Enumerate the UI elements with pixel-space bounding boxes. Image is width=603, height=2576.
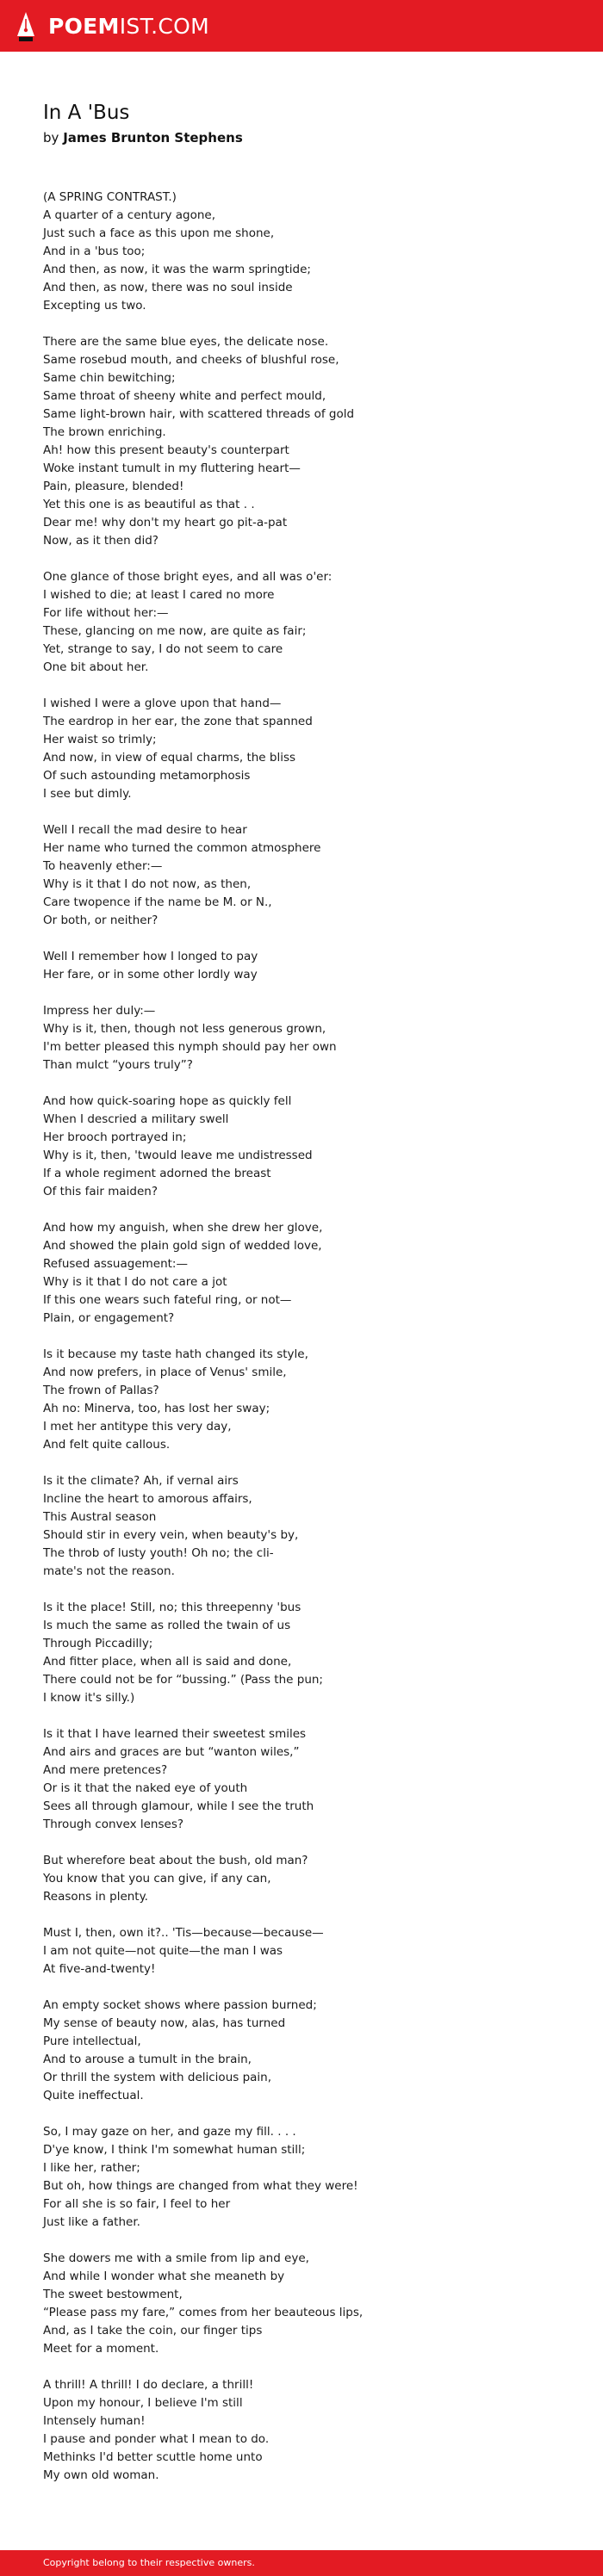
poem-line: And to arouse a tumult in the brain, xyxy=(43,2053,252,2066)
poem-line: And in a 'bus too; xyxy=(43,245,146,258)
poem-byline xyxy=(43,129,243,146)
poem-stanza xyxy=(43,821,577,930)
poem-line: Her brooch portrayed in; xyxy=(43,1130,187,1144)
poem-line: My sense of beauty now, alas, has turned xyxy=(43,2016,286,2030)
poem-line: For all she is so fair, I feel to her xyxy=(43,2197,231,2211)
poem-line: Pain, pleasure, blended! xyxy=(43,480,184,493)
poem-line: Sees all through glamour, while I see the truth xyxy=(43,1799,314,1813)
poem-line: And then, as now, it was the warm springtide; xyxy=(43,263,311,276)
poem-line: You know that you can give, if any can, xyxy=(43,1872,271,1886)
poem-line: Is it because my taste hath changed its style, xyxy=(43,1347,308,1361)
poem-line: Intensely human! xyxy=(43,2414,146,2428)
poem-line: Of such astounding metamorphosis xyxy=(43,769,251,783)
poem-line: Quite ineffectual. xyxy=(43,2089,144,2102)
poem-line: Just like a father. xyxy=(43,2215,140,2229)
poem-line: An empty socket shows where passion burned; xyxy=(43,1998,317,2012)
pen-nib-icon xyxy=(16,11,36,42)
poem-line: One bit about her. xyxy=(43,660,149,674)
byline-prefix: by xyxy=(43,130,59,146)
poem-line: Yet, strange to say, I do not seem to care xyxy=(43,642,283,656)
poem-line: My own old woman. xyxy=(43,2468,159,2482)
poem-line: Her waist so trimly; xyxy=(43,733,157,746)
poem-stanza xyxy=(43,695,577,803)
brand-light: IST.COM xyxy=(119,14,210,39)
poem-line: Through convex lenses? xyxy=(43,1817,184,1831)
poem-line: I know it's silly.) xyxy=(43,1691,135,1705)
poem-line: Reasons in plenty. xyxy=(43,1890,148,1904)
poem-stanza xyxy=(43,568,577,677)
poem-line: These, glancing on me now, are quite as fair; xyxy=(43,624,307,638)
poem-stanza xyxy=(43,2376,577,2485)
poem-line: And how quick-soaring hope as quickly fell xyxy=(43,1094,292,1108)
brand-strong: POEM xyxy=(48,14,120,39)
poem-line: Same chin bewitching; xyxy=(43,371,176,385)
poem-line: But wherefore beat about the bush, old man? xyxy=(43,1854,308,1867)
poem-stanza xyxy=(43,1472,577,1581)
poem-line: Her name who turned the common atmosphere xyxy=(43,841,321,855)
poem-line: Ah no: Minerva, too, has lost her sway; xyxy=(43,1402,270,1415)
poem-line: I like her, rather; xyxy=(43,2161,140,2175)
poem-stanza xyxy=(43,1852,577,1906)
poem-line: This Austral season xyxy=(43,1510,157,1524)
poem-stanza xyxy=(43,2123,577,2232)
poem-line: Methinks I'd better scuttle home unto xyxy=(43,2450,263,2464)
poem-author: James Brunton Stephens xyxy=(63,130,243,146)
poem-line: Through Piccadilly; xyxy=(43,1637,153,1650)
poem-line: I pause and ponder what I mean to do. xyxy=(43,2432,270,2446)
copyright-notice: Copyright belong to their respective owners. xyxy=(43,2557,255,2568)
poem-stanza xyxy=(43,948,577,984)
poem-line: And then, as now, there was no soul inside xyxy=(43,281,293,294)
poem-line: And, as I take the coin, our finger tips xyxy=(43,2324,263,2338)
poem-line: Excepting us two. xyxy=(43,299,146,313)
poem-line: Must I, then, own it?.. 'Tis—because—because— xyxy=(43,1926,324,1940)
poem-line: A quarter of a century agone, xyxy=(43,208,216,222)
poem-line: Same light-brown hair, with scattered threads of gold xyxy=(43,407,355,421)
poem-line: Than mulct “yours truly”? xyxy=(43,1058,193,1072)
poem-stanza xyxy=(43,189,577,315)
poem-line: Refused assuagement:— xyxy=(43,1257,188,1271)
poem-line: The eardrop in her ear, the zone that spanned xyxy=(43,715,313,728)
poem-stanza xyxy=(43,1599,577,1707)
poem-stanza xyxy=(43,1725,577,1834)
poem-line: Her fare, or in some other lordly way xyxy=(43,968,258,981)
poem-stanza xyxy=(43,1924,577,1978)
poem-line: Dear me! why don't my heart go pit-a-pat xyxy=(43,516,288,529)
poem-line: mate's not the reason. xyxy=(43,1564,175,1578)
poem-line: The brown enriching. xyxy=(43,425,166,439)
poem-stanza xyxy=(43,1093,577,1201)
poem-line: Or thrill the system with delicious pain, xyxy=(43,2071,272,2084)
poem-line: And showed the plain gold sign of wedded love, xyxy=(43,1239,322,1253)
poem-line: I'm better pleased this nymph should pay her own xyxy=(43,1040,337,1054)
site-logo-link[interactable] xyxy=(16,11,209,42)
poem-line: Is much the same as rolled the twain of us xyxy=(43,1619,291,1632)
poem-line: D'ye know, I think I'm somewhat human still; xyxy=(43,2143,306,2157)
poem-line: Just such a face as this upon me shone, xyxy=(43,226,275,240)
poem-line: (A SPRING CONTRAST.) xyxy=(43,190,177,204)
poem-line: Is it the place! Still, no; this threepenny 'bus xyxy=(43,1601,302,1614)
poem-title: In A 'Bus xyxy=(43,102,130,124)
poem-line: Well I remember how I longed to pay xyxy=(43,950,258,963)
poem-line: Plain, or engagement? xyxy=(43,1311,175,1325)
poem-stanza xyxy=(43,333,577,550)
poem-line: A thrill! A thrill! I do declare, a thrill! xyxy=(43,2378,254,2392)
poem-line: And how my anguish, when she drew her glove, xyxy=(43,1221,323,1235)
poem-line: Upon my honour, I believe I'm still xyxy=(43,2396,243,2410)
poem-body xyxy=(43,189,577,2503)
poem-line: Same throat of sheeny white and perfect mould, xyxy=(43,389,326,403)
poem-line: And felt quite callous. xyxy=(43,1438,171,1452)
poem-line: Ah! how this present beauty's counterpart xyxy=(43,443,289,457)
poem-stanza xyxy=(43,1997,577,2105)
poem-line: Is it the climate? Ah, if vernal airs xyxy=(43,1474,239,1488)
poem-line: If a whole regiment adorned the breast xyxy=(43,1167,271,1180)
poem-line: To heavenly ether:— xyxy=(43,859,163,873)
poem-line: There are the same blue eyes, the delicate nose. xyxy=(43,335,329,349)
poem-stanza xyxy=(43,1219,577,1328)
poem-header xyxy=(43,100,243,146)
poem-line: Incline the heart to amorous affairs, xyxy=(43,1492,252,1506)
poem-line: The throb of lusty youth! Oh no; the cli- xyxy=(43,1546,274,1560)
poem-line: And airs and graces are but “wanton wiles,” xyxy=(43,1745,300,1759)
poem-line: Is it that I have learned their sweetest smiles xyxy=(43,1727,307,1741)
poem-line: One glance of those bright eyes, and all was o'er: xyxy=(43,570,333,584)
poem-line: Why is it, then, though not less generous grown, xyxy=(43,1022,326,1036)
poem-line: She dowers me with a smile from lip and eye, xyxy=(43,2251,309,2265)
poem-line: Of this fair maiden? xyxy=(43,1185,158,1198)
poem-line: Why is it, then, 'twould leave me undistressed xyxy=(43,1149,313,1162)
poem-line: And now prefers, in place of Venus' smile, xyxy=(43,1365,287,1379)
poem-stanza xyxy=(43,1346,577,1454)
poem-line: Impress her duly:— xyxy=(43,1004,156,1018)
poem-line: Or is it that the naked eye of youth xyxy=(43,1781,248,1795)
poem-line: The sweet bestowment, xyxy=(43,2288,183,2301)
poem-line: I am not quite—not quite—the man I was xyxy=(43,1944,283,1958)
site-footer xyxy=(0,2550,603,2576)
poem-line: But oh, how things are changed from what they were! xyxy=(43,2179,358,2193)
poem-line: At five-and-twenty! xyxy=(43,1962,156,1976)
poem-line: For life without her:— xyxy=(43,606,169,620)
poem-line: I met her antitype this very day, xyxy=(43,1420,232,1434)
site-header xyxy=(0,0,603,52)
poem-line: And fitter place, when all is said and done, xyxy=(43,1655,292,1669)
poem-line: “Please pass my fare,” comes from her beauteous lips, xyxy=(43,2306,364,2319)
poem-line: Should stir in every vein, when beauty's by, xyxy=(43,1528,299,1542)
poem-line: When I descried a military swell xyxy=(43,1112,229,1126)
poem-line: Woke instant tumult in my fluttering heart— xyxy=(43,461,301,475)
poem-line: I wished I were a glove upon that hand— xyxy=(43,697,282,710)
poem-line: And now, in view of equal charms, the bliss xyxy=(43,751,296,765)
poem-stanza xyxy=(43,2250,577,2358)
site-logo-text xyxy=(48,11,209,42)
poem-line: Well I recall the mad desire to hear xyxy=(43,823,247,837)
poem-line: Meet for a moment. xyxy=(43,2342,159,2356)
poem-line: I see but dimly. xyxy=(43,787,132,801)
poem-line: And while I wonder what she meaneth by xyxy=(43,2269,285,2283)
poem-line: So, I may gaze on her, and gaze my fill. . . . xyxy=(43,2125,296,2139)
poem-line: Pure intellectual, xyxy=(43,2034,141,2048)
poem-line: There could not be for “bussing.” (Pass the pun; xyxy=(43,1673,323,1687)
poem-line: Care twopence if the name be M. or N., xyxy=(43,895,272,909)
poem-line: Why is it that I do not care a jot xyxy=(43,1275,227,1289)
poem-line: Now, as it then did? xyxy=(43,534,159,548)
poem-line: And mere pretences? xyxy=(43,1763,168,1777)
poem-line: Same rosebud mouth, and cheeks of blushful rose, xyxy=(43,353,339,367)
poem-line: Yet this one is as beautiful as that . . xyxy=(43,498,255,511)
poem-line: Why is it that I do not now, as then, xyxy=(43,877,252,891)
poem-line: If this one wears such fateful ring, or not— xyxy=(43,1293,292,1307)
poem-line: I wished to die; at least I cared no more xyxy=(43,588,275,602)
poem-line: Or both, or neither? xyxy=(43,913,159,927)
poem-stanza xyxy=(43,1002,577,1074)
poem-line: The frown of Pallas? xyxy=(43,1384,159,1397)
